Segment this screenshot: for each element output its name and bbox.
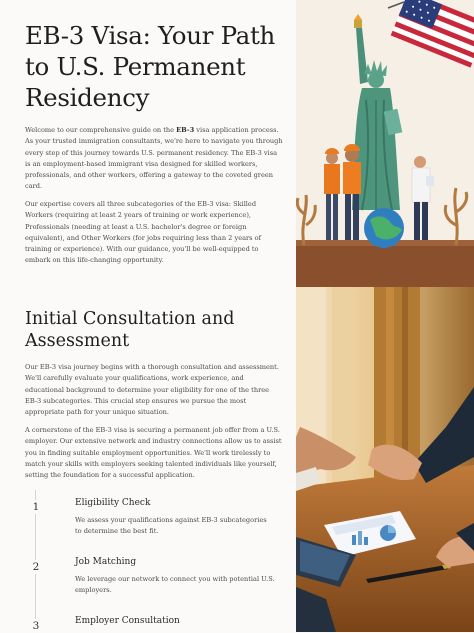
statue-of-liberty-illustration [296,0,474,287]
subcategories-paragraph: Our expertise covers all three subcategories of the EB-3 visa: Skilled Workers (requiring at least 2 years of training or work experience), Professionals (needing at least a U.S. bachelor's degree or foreign equivalent), and Other Workers (for jobs requiring less than 2 years of training or experience). With our guidance, you'll be well-equipped to embark on this life-changing opportunity. [25,199,283,267]
step-description: We leverage our network to connect you with potential U.S. employers. [75,574,275,597]
process-steps [25,490,290,632]
section-title-consultation: Initial Consultation and Assessment [25,308,287,352]
step-number: 3 [29,619,43,633]
step-title: Eligibility Check [75,498,150,508]
step-title: Employer Consultation [75,616,180,626]
step-number: 1 [29,500,43,514]
consultation-paragraph-2: A cornerstone of the EB-3 visa is securing a permanent job offer from a U.S. employer. Our extensive network and industry connections allow us to assist you in finding suitable employment opportunities. We'll work tirelessly to match your skills with employers seeking talented individuals like yourself, setting the foundation for a successful application. [25,425,283,481]
step-description: We assess your qualifications against EB-3 subcategories to determine the best fit. [75,515,275,538]
page-title: EB-3 Visa: Your Path to U.S. Permanent Residency [25,20,287,113]
handshake-photo [296,287,474,632]
intro-text-bold: EB-3 [176,126,194,134]
intro-paragraph [25,125,283,193]
step-title: Job Matching [75,557,136,567]
intro-text-start: Welcome to our comprehensive guide on the [25,126,176,134]
step-number: 2 [29,560,43,574]
intro-text-end: visa application process. As your trusted immigration consultants, we're here to navigate you through every step of this journey towards U.S. permanent residency. The EB-3 visa is an employment-based immigrant visa designed for skilled workers, professionals, and other workers, offering a gateway to the coveted green card. [25,126,283,190]
consultation-paragraph-1: Our EB-3 visa journey begins with a thorough consultation and assessment. We'll carefully evaluate your qualifications, work experience, and educational background to determine your eligibility for one of the three EB-3 subcategories. This crucial step ensures we pursue the most appropriate path for your unique situation. [25,362,283,418]
